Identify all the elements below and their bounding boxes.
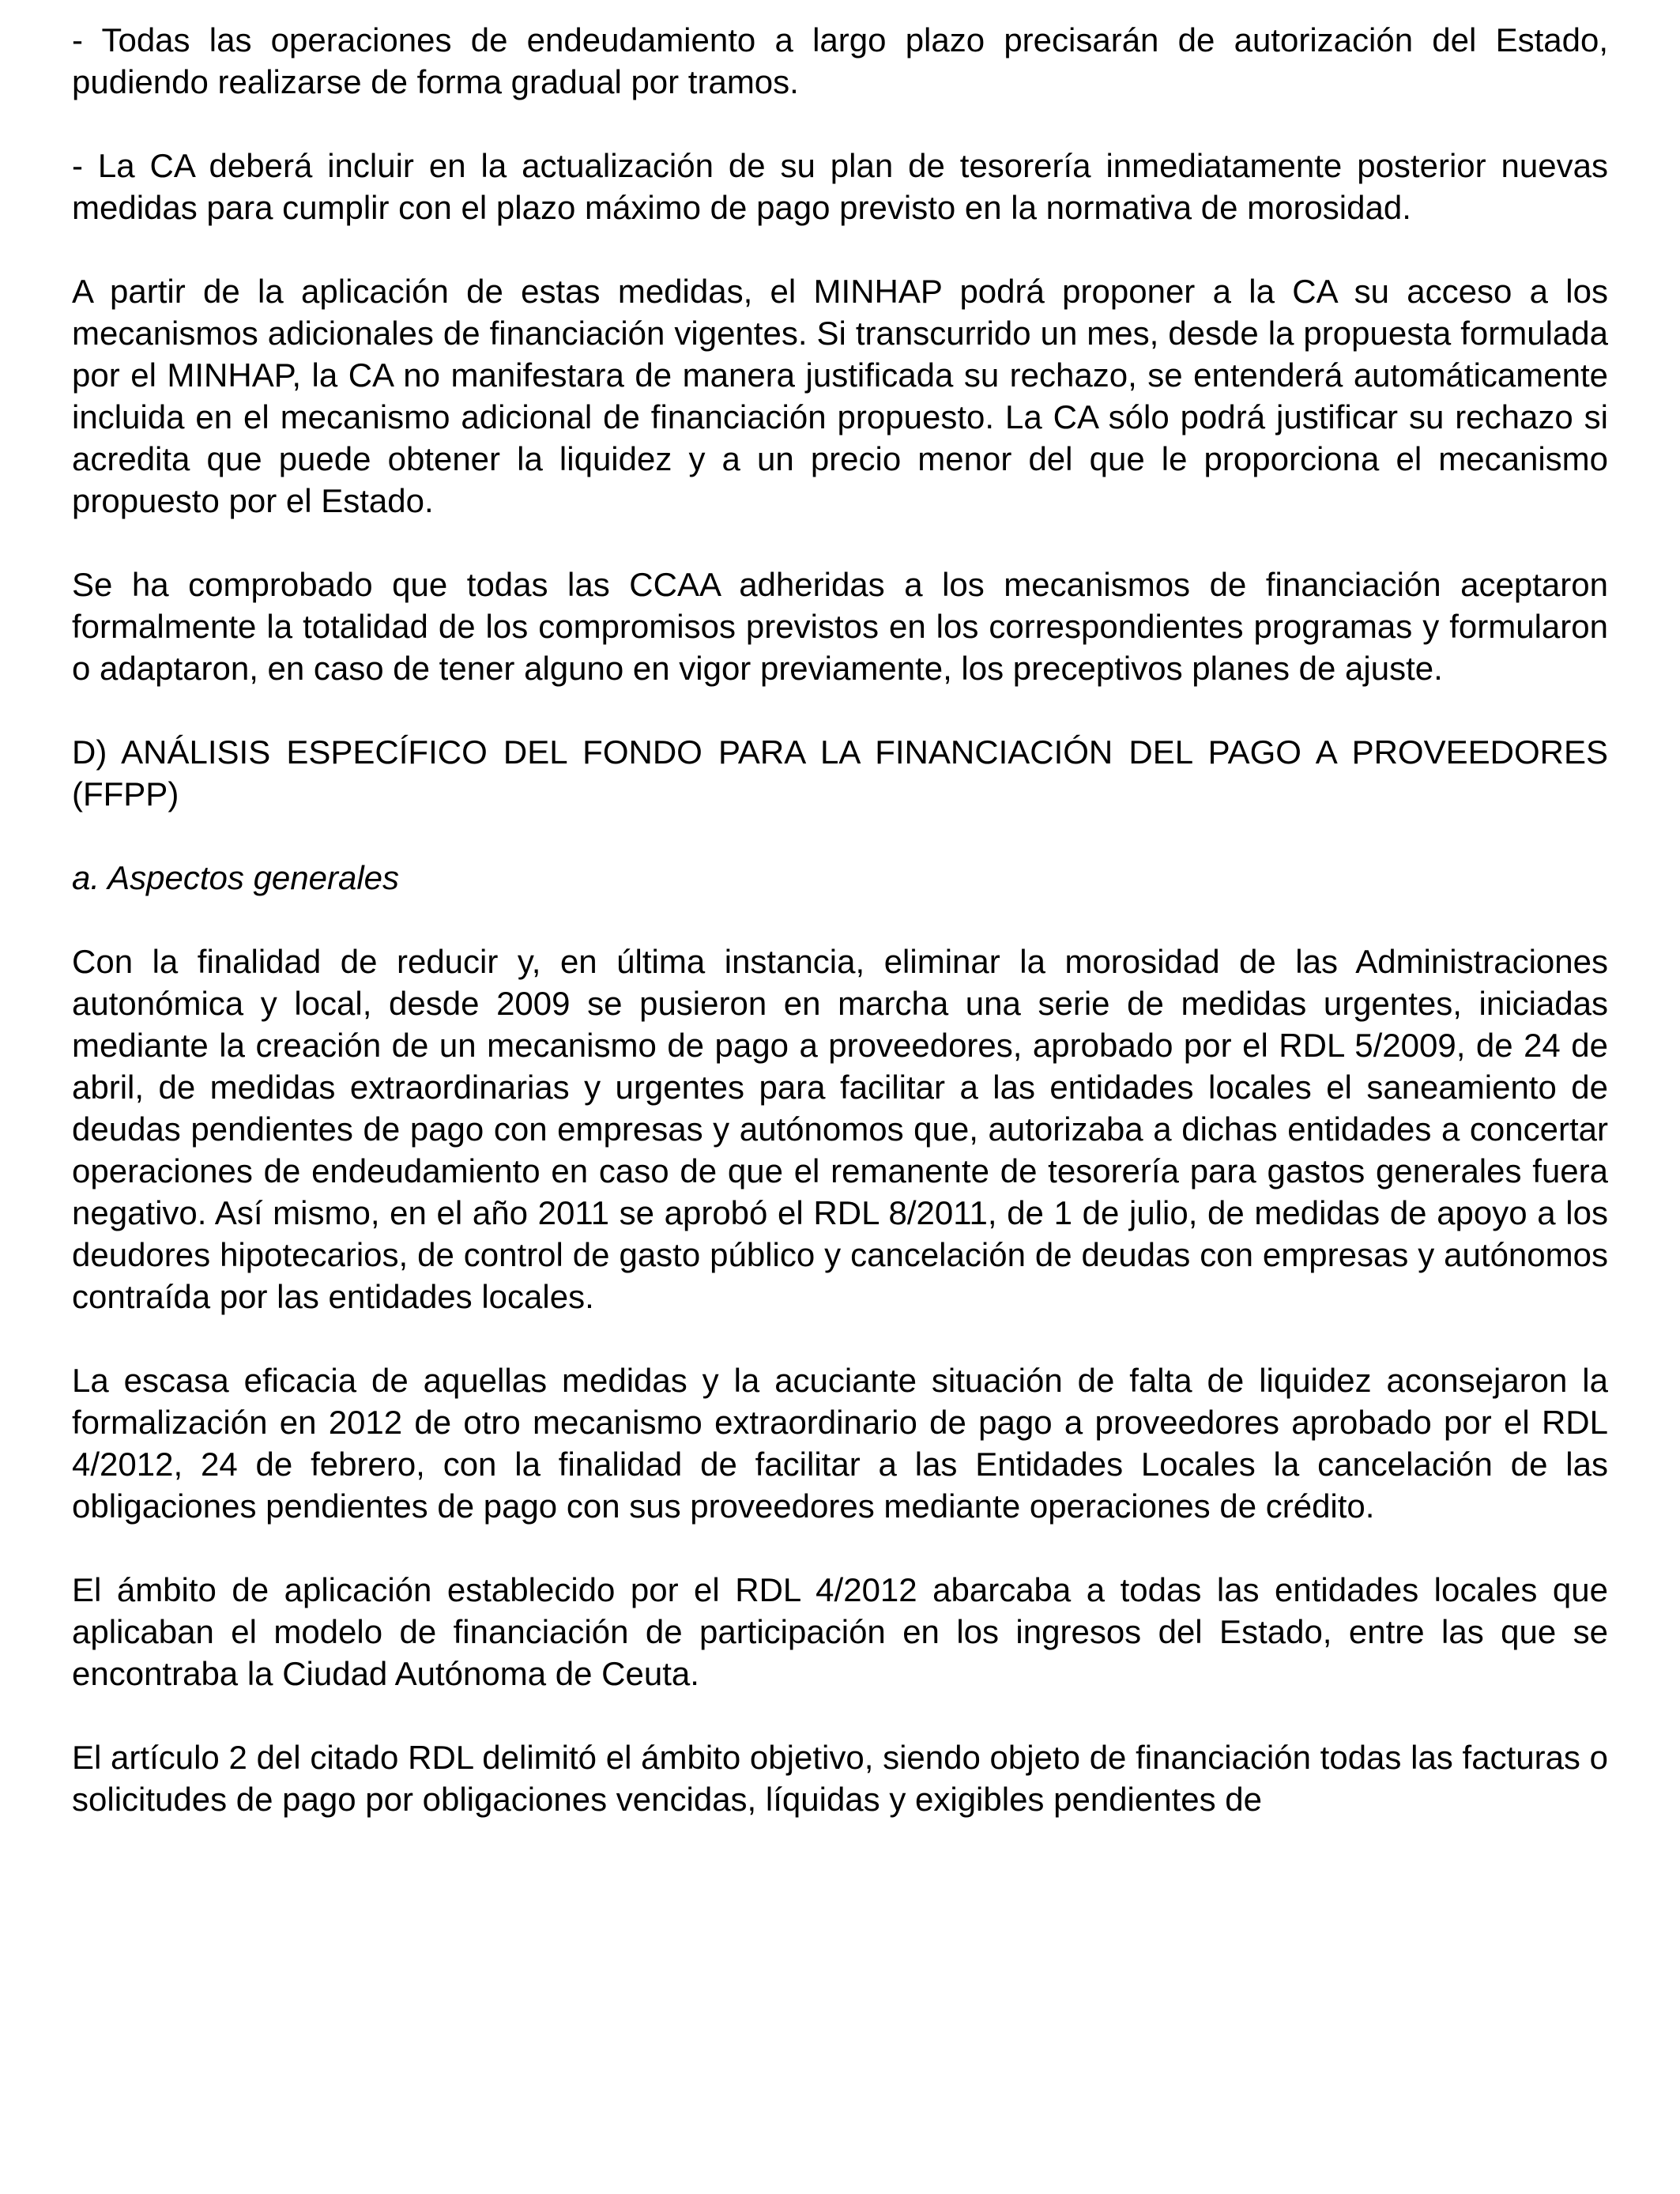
paragraph-morosidad-medidas: Con la finalidad de reducir y, en última instancia, eliminar la morosidad de las Administraciones autonómica y local, desde 2009 se pusieron en marcha una serie de medidas urgentes, iniciadas mediante la creación de un mecanismo de pago a proveedores, aprobado por el RDL 5/2009, de 24 de abril, de medidas extraordinarias y urgentes para facilitar a las entidades locales el saneamiento de deudas pendientes de pago con empresas y autónomos que, autorizaba a dichas entidades a concertar operaciones de endeudamiento en caso de que el remanente de tesorería para gastos generales fuera negativo. Así mismo, en el año 2011 se aprobó el RDL 8/2011, de 1 de julio, de medidas de apoyo a los deudores hipotecarios, de control de gasto público y cancelación de deudas con empresas y autónomos contraída por las entidades locales.	[72, 943, 1608, 1315]
paragraph-plan-tesoreria: - La CA deberá incluir en la actualización de su plan de tesorería inmediatamente posterior nuevas medidas para cumplir con el plazo máximo de pago previsto en la normativa de morosidad.	[72, 147, 1608, 226]
paragraph-ambito-aplicacion: El ámbito de aplicación establecido por el RDL 4/2012 abarcaba a todas las entidades locales que aplicaban el modelo de financiación de participación en los ingresos del Estado, entre las que se encontraba la Ciudad Autónoma de Ceuta.	[72, 1571, 1608, 1692]
paragraph-endeudamiento: - Todas las operaciones de endeudamiento a largo plazo precisarán de autorización del Estado, pudiendo realizarse de forma gradual por tramos.	[72, 21, 1608, 100]
section-heading-ffpp: D) ANÁLISIS ESPECÍFICO DEL FONDO PARA LA FINANCIACIÓN DEL PAGO A PROVEEDORES (FFPP)	[72, 733, 1608, 812]
paragraph-minhap-mecanismos: A partir de la aplicación de estas medidas, el MINHAP podrá proponer a la CA su acceso a los mecanismos adicionales de financiación vigentes. Si transcurrido un mes, desde la propuesta formulada por el MINHAP, la CA no manifestara de manera justificada su rechazo, se entenderá automáticamente incluida en el mecanismo adicional de financiación propuesto. La CA sólo podrá justificar su rechazo si acredita que puede obtener la liquidez y a un precio menor del que le proporciona el mecanismo propuesto por el Estado.	[72, 273, 1608, 519]
paragraph-articulo-2: El artículo 2 del citado RDL delimitó el ámbito objetivo, siendo objeto de financiación todas las facturas o solicitudes de pago por obligaciones vencidas, líquidas y exigibles pendientes de	[72, 1739, 1608, 1818]
paragraph-ccaa-compromisos: Se ha comprobado que todas las CCAA adheridas a los mecanismos de financiación aceptaron formalmente la totalidad de los compromisos previstos en los correspondientes programas y formularon o adaptaron, en caso de tener alguno en vigor previamente, los preceptivos planes de ajuste.	[72, 566, 1608, 687]
subsection-heading-aspectos-generales: a. Aspectos generales	[72, 859, 400, 896]
document-page	[72, 19, 1608, 1862]
paragraph-escasa-eficacia: La escasa eficacia de aquellas medidas y la acuciante situación de falta de liquidez aconsejaron la formalización en 2012 de otro mecanismo extraordinario de pago a proveedores aprobado por el RDL 4/2012, 24 de febrero, con la finalidad de facilitar a las Entidades Locales la cancelación de las obligaciones pendientes de pago con sus proveedores mediante operaciones de crédito.	[72, 1362, 1608, 1525]
